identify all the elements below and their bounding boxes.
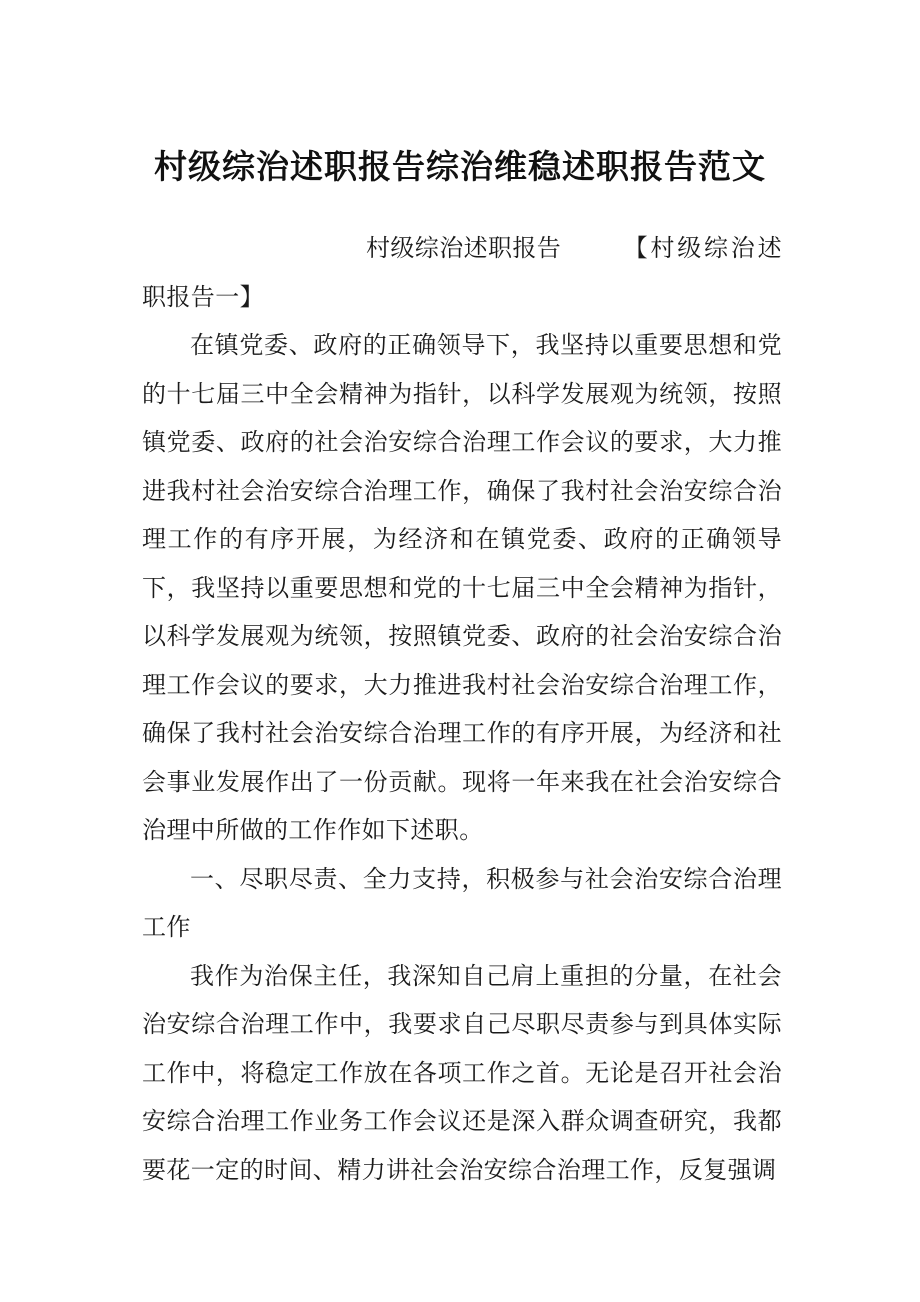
subtitle-line	[142, 224, 782, 321]
paragraph-section-1: 我作为治保主任，我深知自己肩上重担的分量，在社会治安综合治理工作中，我要求自己尽职尽责参与到具体实际工作中，将稳定工作放在各项工作之首。无论是召开社会治安综合治理工作业务工作会议还是深入群众调查研究，我都要花一定的时间、精力讲社会治安综合治理工作，反复强调	[142, 961, 782, 1184]
document-body	[142, 224, 782, 1194]
section-heading-1: 一、尽职尽责、全力支持，积极参与社会治安综合治理工作	[142, 864, 782, 941]
document-subtitle: 村级综治述职报告	[366, 234, 562, 262]
document-title: 村级综治述职报告综治维稳述职报告范文	[154, 147, 766, 186]
paragraph-intro: 在镇党委、政府的正确领导下，我坚持以重要思想和党的十七届三中全会精神为指针，以科学发展观为统领，按照镇党委、政府的社会治安综合治理工作会议的要求，大力推进我村社会治安综合治理工作，确保了我村社会治安综合治理工作的有序开展，为经济和在镇党委、政府的正确领导下，我坚持以重要思想和党的十七届三中全会精神为指针，以科学发展观为统领，按照镇党委、政府的社会治安综合治理工作会议的要求，大力推进我村社会治安综合治理工作，确保了我村社会治安综合治理工作的有序开展，为经济和社会事业发展作出了一份贡献。现将一年来我在社会治安综合治理中所做的工作作如下述职。	[142, 331, 782, 844]
section-tag: 【村级综治述职报告一】	[142, 234, 782, 311]
